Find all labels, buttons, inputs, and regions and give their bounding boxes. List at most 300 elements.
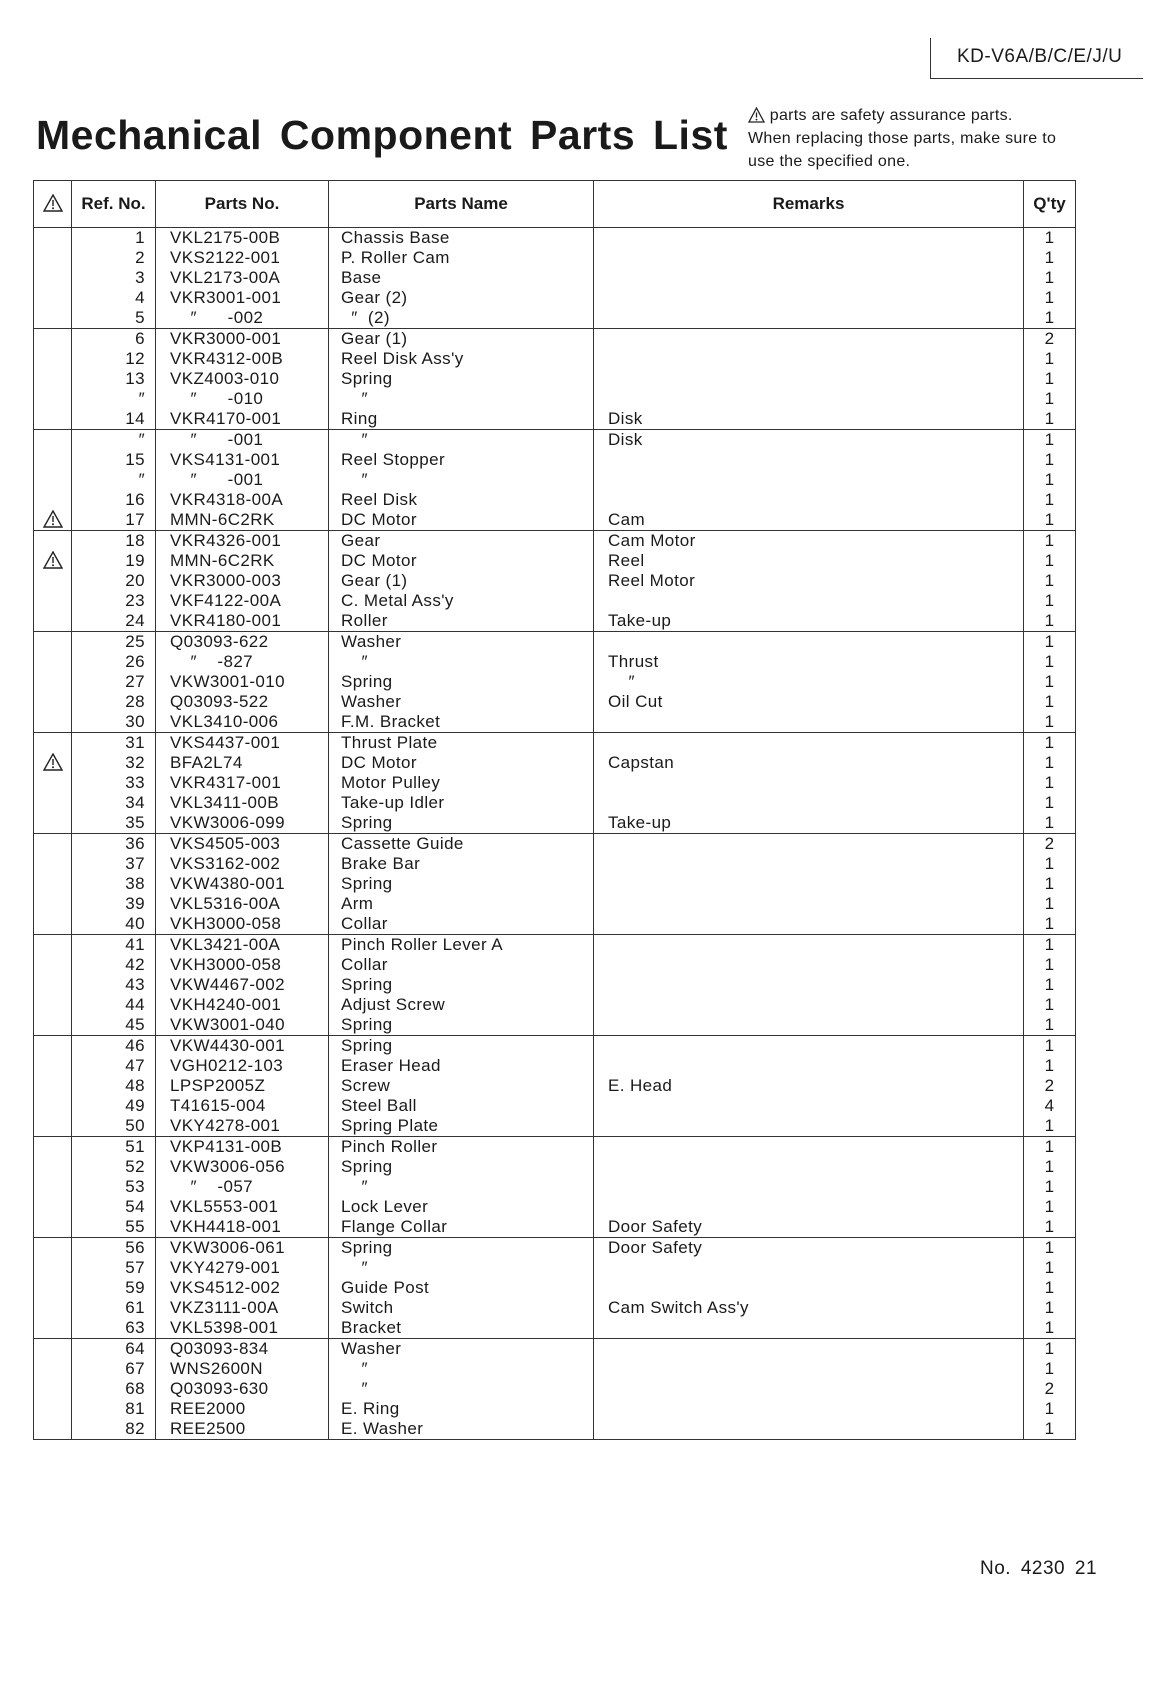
safety-mark	[34, 1116, 71, 1136]
parts-name-value: Screw	[341, 1076, 391, 1095]
parts-no-value: VKR4180-001	[170, 611, 282, 630]
safety-mark	[34, 349, 71, 369]
parts-name-value: ″	[341, 1379, 368, 1398]
ref-no-value: 35	[125, 813, 145, 832]
parts-no-value: VKS4505-003	[170, 834, 281, 853]
parts-name-cell	[329, 1339, 594, 1440]
parts-name-value: DC Motor	[341, 510, 417, 529]
parts-no-value: Q03093-622	[170, 632, 269, 651]
qty-value: 1	[1044, 753, 1055, 772]
parts-no-value: VKL5553-001	[170, 1197, 279, 1216]
parts-no-value: VKS4437-001	[170, 733, 281, 752]
remarks-value	[594, 228, 1023, 248]
parts-no-value: ″ -057	[170, 1177, 254, 1196]
remarks-value: Cam	[608, 510, 646, 529]
ref-no-cell	[72, 1036, 156, 1137]
qty-cell	[1024, 632, 1076, 733]
ref-no-value: ″	[138, 389, 145, 408]
remarks-value	[594, 329, 1023, 349]
ref-no-value: 42	[125, 955, 145, 974]
ref-no-value: 15	[125, 450, 145, 469]
safety-mark	[34, 995, 71, 1015]
parts-no-value: VKR4170-001	[170, 409, 282, 428]
parts-no-value: BFA2L74	[170, 753, 243, 772]
qty-cell	[1024, 834, 1076, 935]
parts-name-cell	[329, 531, 594, 632]
remarks-value: Cam Switch Ass'y	[608, 1298, 749, 1317]
remarks-value	[594, 1157, 1023, 1177]
remarks-value: Take-up	[608, 813, 672, 832]
parts-no-value: VKH4418-001	[170, 1217, 282, 1236]
parts-name-value: Spring	[341, 874, 393, 893]
parts-no-value: VKL2175-00B	[170, 228, 281, 247]
parts-no-value: Q03093-522	[170, 692, 269, 711]
parts-name-cell	[329, 1238, 594, 1339]
qty-value: 1	[1044, 652, 1055, 671]
qty-cell	[1024, 1036, 1076, 1137]
table-row-group	[34, 1137, 1076, 1238]
parts-name-cell	[329, 632, 594, 733]
remarks-value	[594, 712, 1023, 732]
qty-value: 1	[1044, 611, 1055, 630]
safety-mark	[34, 450, 71, 470]
qty-value: 1	[1044, 1036, 1055, 1055]
parts-no-value: VKS3162-002	[170, 854, 281, 873]
remarks-cell	[594, 228, 1024, 329]
safety-mark	[34, 1056, 71, 1076]
ref-no-value: 25	[125, 632, 145, 651]
ref-no-value: 2	[135, 248, 145, 267]
qty-value: 1	[1044, 874, 1055, 893]
parts-no-value: VKH3000-058	[170, 914, 282, 933]
parts-no-cell	[156, 733, 329, 834]
qty-value: 1	[1044, 672, 1055, 691]
qty-value: 1	[1044, 712, 1055, 731]
parts-name-value: Spring Plate	[341, 1116, 439, 1135]
parts-name-value: ″	[341, 430, 368, 449]
parts-no-value: VKW4430-001	[170, 1036, 285, 1055]
parts-name-cell	[329, 430, 594, 531]
parts-no-value: VKW3006-061	[170, 1238, 285, 1257]
parts-no-value: Q03093-834	[170, 1339, 269, 1358]
qty-value: 1	[1044, 470, 1055, 489]
qty-value: 1	[1044, 632, 1055, 651]
parts-no-cell	[156, 228, 329, 329]
remarks-cell	[594, 329, 1024, 430]
ref-no-value: 39	[125, 894, 145, 913]
remarks-cell	[594, 531, 1024, 632]
safety-mark	[34, 935, 71, 955]
ref-no-value: 30	[125, 712, 145, 731]
parts-no-value: VKY4279-001	[170, 1258, 281, 1277]
safety-mark	[34, 571, 71, 591]
parts-no-value: MMN-6C2RK	[170, 551, 275, 570]
ref-no-value: 17	[125, 510, 145, 529]
ref-no-value: 81	[125, 1399, 145, 1418]
ref-no-value: 63	[125, 1318, 145, 1337]
safety-mark	[34, 834, 71, 854]
ref-no-value: 64	[125, 1339, 145, 1358]
ref-no-cell	[72, 1238, 156, 1339]
safety-mark-cell	[34, 1238, 72, 1339]
safety-mark	[34, 1076, 71, 1096]
remarks-value: Take-up	[608, 611, 672, 630]
qty-value: 4	[1044, 1096, 1055, 1115]
qty-value: 1	[1044, 854, 1055, 873]
remarks-value	[594, 773, 1023, 793]
ref-no-value: 54	[125, 1197, 145, 1216]
remarks-value: Oil Cut	[608, 692, 663, 711]
remarks-value	[594, 874, 1023, 894]
model-number: KD-V6A/B/C/E/J/U	[957, 46, 1123, 67]
safety-mark	[34, 1399, 71, 1419]
safety-mark	[34, 1177, 71, 1197]
safety-note	[748, 104, 1088, 173]
parts-name-value: Gear (2)	[341, 288, 408, 307]
safety-mark	[34, 1278, 71, 1298]
ref-no-value: 19	[125, 551, 145, 570]
parts-no-cell	[156, 329, 329, 430]
remarks-value	[594, 450, 1023, 470]
remarks-value	[594, 793, 1023, 813]
parts-no-cell	[156, 1137, 329, 1238]
parts-no-cell	[156, 1036, 329, 1137]
remarks-value: Reel Motor	[608, 571, 696, 590]
qty-cell	[1024, 430, 1076, 531]
parts-name-cell	[329, 834, 594, 935]
safety-mark	[34, 268, 71, 288]
parts-no-value: MMN-6C2RK	[170, 510, 275, 529]
qty-value: 1	[1044, 1298, 1055, 1317]
remarks-value	[594, 308, 1023, 328]
parts-name-value: Brake Bar	[341, 854, 421, 873]
parts-no-value: VKH3000-058	[170, 955, 282, 974]
parts-name-value: Base	[341, 268, 382, 287]
ref-no-value: 28	[125, 692, 145, 711]
remarks-value	[594, 349, 1023, 369]
safety-mark-cell	[34, 1339, 72, 1440]
ref-no-cell	[72, 531, 156, 632]
warning-triangle-icon	[43, 551, 63, 569]
ref-no-value: 36	[125, 834, 145, 853]
remarks-cell	[594, 733, 1024, 834]
remarks-value	[594, 470, 1023, 490]
safety-mark-cell	[34, 430, 72, 531]
remarks-cell	[594, 430, 1024, 531]
qty-value: 1	[1044, 288, 1055, 307]
remarks-value	[594, 1015, 1023, 1035]
safety-mark-cell	[34, 834, 72, 935]
safety-mark-cell	[34, 1036, 72, 1137]
ref-no-value: 48	[125, 1076, 145, 1095]
safety-mark	[34, 894, 71, 914]
remarks-value	[594, 389, 1023, 409]
parts-name-value: Flange Collar	[341, 1217, 448, 1236]
parts-name-cell	[329, 1137, 594, 1238]
parts-no-value: VGH0212-103	[170, 1056, 284, 1075]
parts-no-cell	[156, 531, 329, 632]
qty-value: 1	[1044, 1056, 1055, 1075]
safety-mark	[34, 591, 71, 611]
safety-mark	[34, 692, 71, 712]
warning-triangle-icon	[43, 194, 63, 212]
parts-no-cell	[156, 430, 329, 531]
parts-name-value: Washer	[341, 632, 402, 651]
parts-name-value: Steel Ball	[341, 1096, 417, 1115]
safety-mark	[34, 531, 71, 551]
parts-name-value: DC Motor	[341, 551, 417, 570]
qty-cell	[1024, 935, 1076, 1036]
ref-no-cell	[72, 1339, 156, 1440]
safety-mark-cell	[34, 228, 72, 329]
parts-name-value: Gear	[341, 531, 381, 550]
ref-no-value: 31	[125, 733, 145, 752]
qty-value: 1	[1044, 955, 1055, 974]
qty-value: 1	[1044, 1399, 1055, 1418]
ref-no-cell	[72, 228, 156, 329]
parts-no-value: VKW4467-002	[170, 975, 285, 994]
parts-table	[33, 180, 1076, 1440]
ref-no-value: 49	[125, 1096, 145, 1115]
parts-name-value: Adjust Screw	[341, 995, 446, 1014]
parts-name-value: Spring	[341, 1157, 393, 1176]
qty-value: 1	[1044, 389, 1055, 408]
ref-no-value: 33	[125, 773, 145, 792]
remarks-value	[594, 914, 1023, 934]
remarks-value	[594, 1379, 1023, 1399]
parts-no-value: REE2500	[170, 1419, 246, 1438]
remarks-value: Disk	[608, 409, 643, 428]
remarks-value	[594, 894, 1023, 914]
header-parts-name: Parts Name	[329, 181, 594, 228]
parts-no-value: ″ -002	[170, 308, 264, 327]
parts-name-value: Reel Disk Ass'y	[341, 349, 464, 368]
ref-no-value: 43	[125, 975, 145, 994]
header-qty: Q'ty	[1024, 181, 1076, 228]
safety-mark	[34, 1298, 71, 1318]
parts-name-value: ″	[341, 1177, 368, 1196]
safety-mark	[34, 1238, 71, 1258]
safety-mark	[34, 733, 71, 753]
parts-no-value: ″ -827	[170, 652, 254, 671]
ref-no-value: 50	[125, 1116, 145, 1135]
table-row-group	[34, 1036, 1076, 1137]
qty-value: 1	[1044, 1197, 1055, 1216]
parts-name-value: E. Washer	[341, 1419, 424, 1438]
parts-name-cell	[329, 1036, 594, 1137]
qty-value: 1	[1044, 228, 1055, 247]
parts-no-value: VKY4278-001	[170, 1116, 281, 1135]
table-row-group	[34, 935, 1076, 1036]
parts-name-value: F.M. Bracket	[341, 712, 441, 731]
ref-no-value: 68	[125, 1379, 145, 1398]
ref-no-cell	[72, 430, 156, 531]
parts-no-value: VKP4131-00B	[170, 1137, 283, 1156]
safety-mark-cell	[34, 1137, 72, 1238]
remarks-value	[594, 935, 1023, 955]
parts-name-cell	[329, 329, 594, 430]
remarks-value	[594, 995, 1023, 1015]
qty-value: 1	[1044, 1359, 1055, 1378]
parts-no-value: VKF4122-00A	[170, 591, 282, 610]
ref-no-value: 16	[125, 490, 145, 509]
safety-mark	[34, 1258, 71, 1278]
parts-name-value: Arm	[341, 894, 374, 913]
ref-no-value: 45	[125, 1015, 145, 1034]
parts-name-value: ″ (2)	[341, 308, 390, 327]
parts-no-value: VKR4326-001	[170, 531, 282, 550]
parts-no-value: VKL3421-00A	[170, 935, 281, 954]
remarks-value: ″	[608, 672, 635, 691]
safety-mark	[34, 874, 71, 894]
ref-no-cell	[72, 935, 156, 1036]
qty-value: 1	[1044, 571, 1055, 590]
safety-mark	[34, 712, 71, 732]
remarks-cell	[594, 1137, 1024, 1238]
qty-value: 1	[1044, 591, 1055, 610]
parts-name-value: ″	[341, 1359, 368, 1378]
qty-value: 2	[1044, 329, 1055, 348]
safety-note-line-1: parts are safety assurance parts.	[769, 107, 1013, 124]
ref-no-value: 26	[125, 652, 145, 671]
qty-value: 1	[1044, 793, 1055, 812]
qty-value: 1	[1044, 773, 1055, 792]
qty-cell	[1024, 733, 1076, 834]
ref-no-value: 12	[125, 349, 145, 368]
qty-value: 2	[1044, 1379, 1055, 1398]
safety-mark	[34, 430, 71, 450]
parts-no-value: VKR4312-00B	[170, 349, 284, 368]
ref-no-value: 24	[125, 611, 145, 630]
qty-value: 1	[1044, 510, 1055, 529]
remarks-cell	[594, 834, 1024, 935]
qty-value: 1	[1044, 1339, 1055, 1358]
remarks-value	[594, 1137, 1023, 1157]
parts-no-value: ″ -001	[170, 430, 264, 449]
safety-mark	[34, 288, 71, 308]
parts-name-value: Cassette Guide	[341, 834, 464, 853]
parts-no-value: VKW3001-040	[170, 1015, 285, 1034]
parts-name-value: Spring	[341, 672, 393, 691]
parts-name-value: DC Motor	[341, 753, 417, 772]
remarks-value	[594, 1116, 1023, 1136]
safety-mark	[34, 1419, 71, 1439]
remarks-value	[594, 490, 1023, 510]
ref-no-value: 32	[125, 753, 145, 772]
parts-name-value: Bracket	[341, 1318, 402, 1337]
parts-name-value: E. Ring	[341, 1399, 400, 1418]
qty-value: 1	[1044, 551, 1055, 570]
remarks-value	[594, 834, 1023, 854]
parts-no-value: VKL5398-001	[170, 1318, 279, 1337]
safety-mark	[34, 1318, 71, 1338]
remarks-value	[594, 591, 1023, 611]
ref-no-value: 3	[135, 268, 145, 287]
safety-mark	[34, 308, 71, 328]
qty-value: 1	[1044, 1318, 1055, 1337]
ref-no-value: 56	[125, 1238, 145, 1257]
safety-mark-cell	[34, 935, 72, 1036]
remarks-value: Capstan	[608, 753, 675, 772]
qty-value: 1	[1044, 1137, 1055, 1156]
table-row-group	[34, 329, 1076, 430]
remarks-cell	[594, 1238, 1024, 1339]
safety-mark	[34, 1036, 71, 1056]
ref-no-value: 52	[125, 1157, 145, 1176]
safety-mark	[34, 854, 71, 874]
safety-mark	[34, 248, 71, 268]
parts-no-value: VKR3000-001	[170, 329, 282, 348]
parts-no-value: VKZ4003-010	[170, 369, 280, 388]
parts-no-value: VKW3006-099	[170, 813, 285, 832]
qty-value: 2	[1044, 1076, 1055, 1095]
ref-no-value: 6	[135, 329, 145, 348]
ref-no-value: 57	[125, 1258, 145, 1277]
ref-no-cell	[72, 329, 156, 430]
safety-mark	[34, 551, 71, 571]
qty-value: 1	[1044, 349, 1055, 368]
parts-no-value: ″ -010	[170, 389, 264, 408]
parts-name-value: Thrust Plate	[341, 733, 438, 752]
remarks-value	[594, 1278, 1023, 1298]
parts-name-value: Eraser Head	[341, 1056, 441, 1075]
parts-name-value: Reel Disk	[341, 490, 418, 509]
parts-no-value: VKL2173-00A	[170, 268, 281, 287]
parts-no-value: VKR4318-00A	[170, 490, 284, 509]
table-row-group	[34, 1238, 1076, 1339]
table-row-group	[34, 1339, 1076, 1440]
qty-value: 1	[1044, 490, 1055, 509]
remarks-value: Reel	[608, 551, 645, 570]
qty-value: 1	[1044, 1177, 1055, 1196]
remarks-value	[594, 1177, 1023, 1197]
ref-no-cell	[72, 834, 156, 935]
remarks-value	[594, 854, 1023, 874]
remarks-value	[594, 1036, 1023, 1056]
table-row-group	[34, 531, 1076, 632]
parts-no-cell	[156, 1238, 329, 1339]
ref-no-cell	[72, 733, 156, 834]
header-ref-no: Ref. No.	[72, 181, 156, 228]
parts-no-value: VKZ3111-00A	[170, 1298, 279, 1317]
parts-name-value: Take-up Idler	[341, 793, 445, 812]
parts-name-value: ″	[341, 470, 368, 489]
safety-mark	[34, 1157, 71, 1177]
qty-cell	[1024, 531, 1076, 632]
ref-no-value: 1	[135, 228, 145, 247]
parts-no-value: VKL3410-006	[170, 712, 279, 731]
ref-no-value: 40	[125, 914, 145, 933]
parts-no-value: ″ -001	[170, 470, 264, 489]
safety-mark	[34, 1096, 71, 1116]
safety-mark	[34, 329, 71, 349]
safety-mark-cell	[34, 531, 72, 632]
parts-no-value: WNS2600N	[170, 1359, 263, 1378]
safety-mark	[34, 672, 71, 692]
qty-value: 1	[1044, 1157, 1055, 1176]
safety-mark	[34, 975, 71, 995]
qty-value: 1	[1044, 1419, 1055, 1438]
parts-name-value: P. Roller Cam	[341, 248, 450, 267]
ref-no-value: 46	[125, 1036, 145, 1055]
parts-no-cell	[156, 632, 329, 733]
parts-no-value: REE2000	[170, 1399, 246, 1418]
parts-no-value: VKW3001-010	[170, 672, 285, 691]
remarks-value: E. Head	[608, 1076, 673, 1095]
table-header-row	[34, 181, 1076, 228]
qty-value: 1	[1044, 894, 1055, 913]
warning-triangle-icon	[748, 107, 765, 123]
